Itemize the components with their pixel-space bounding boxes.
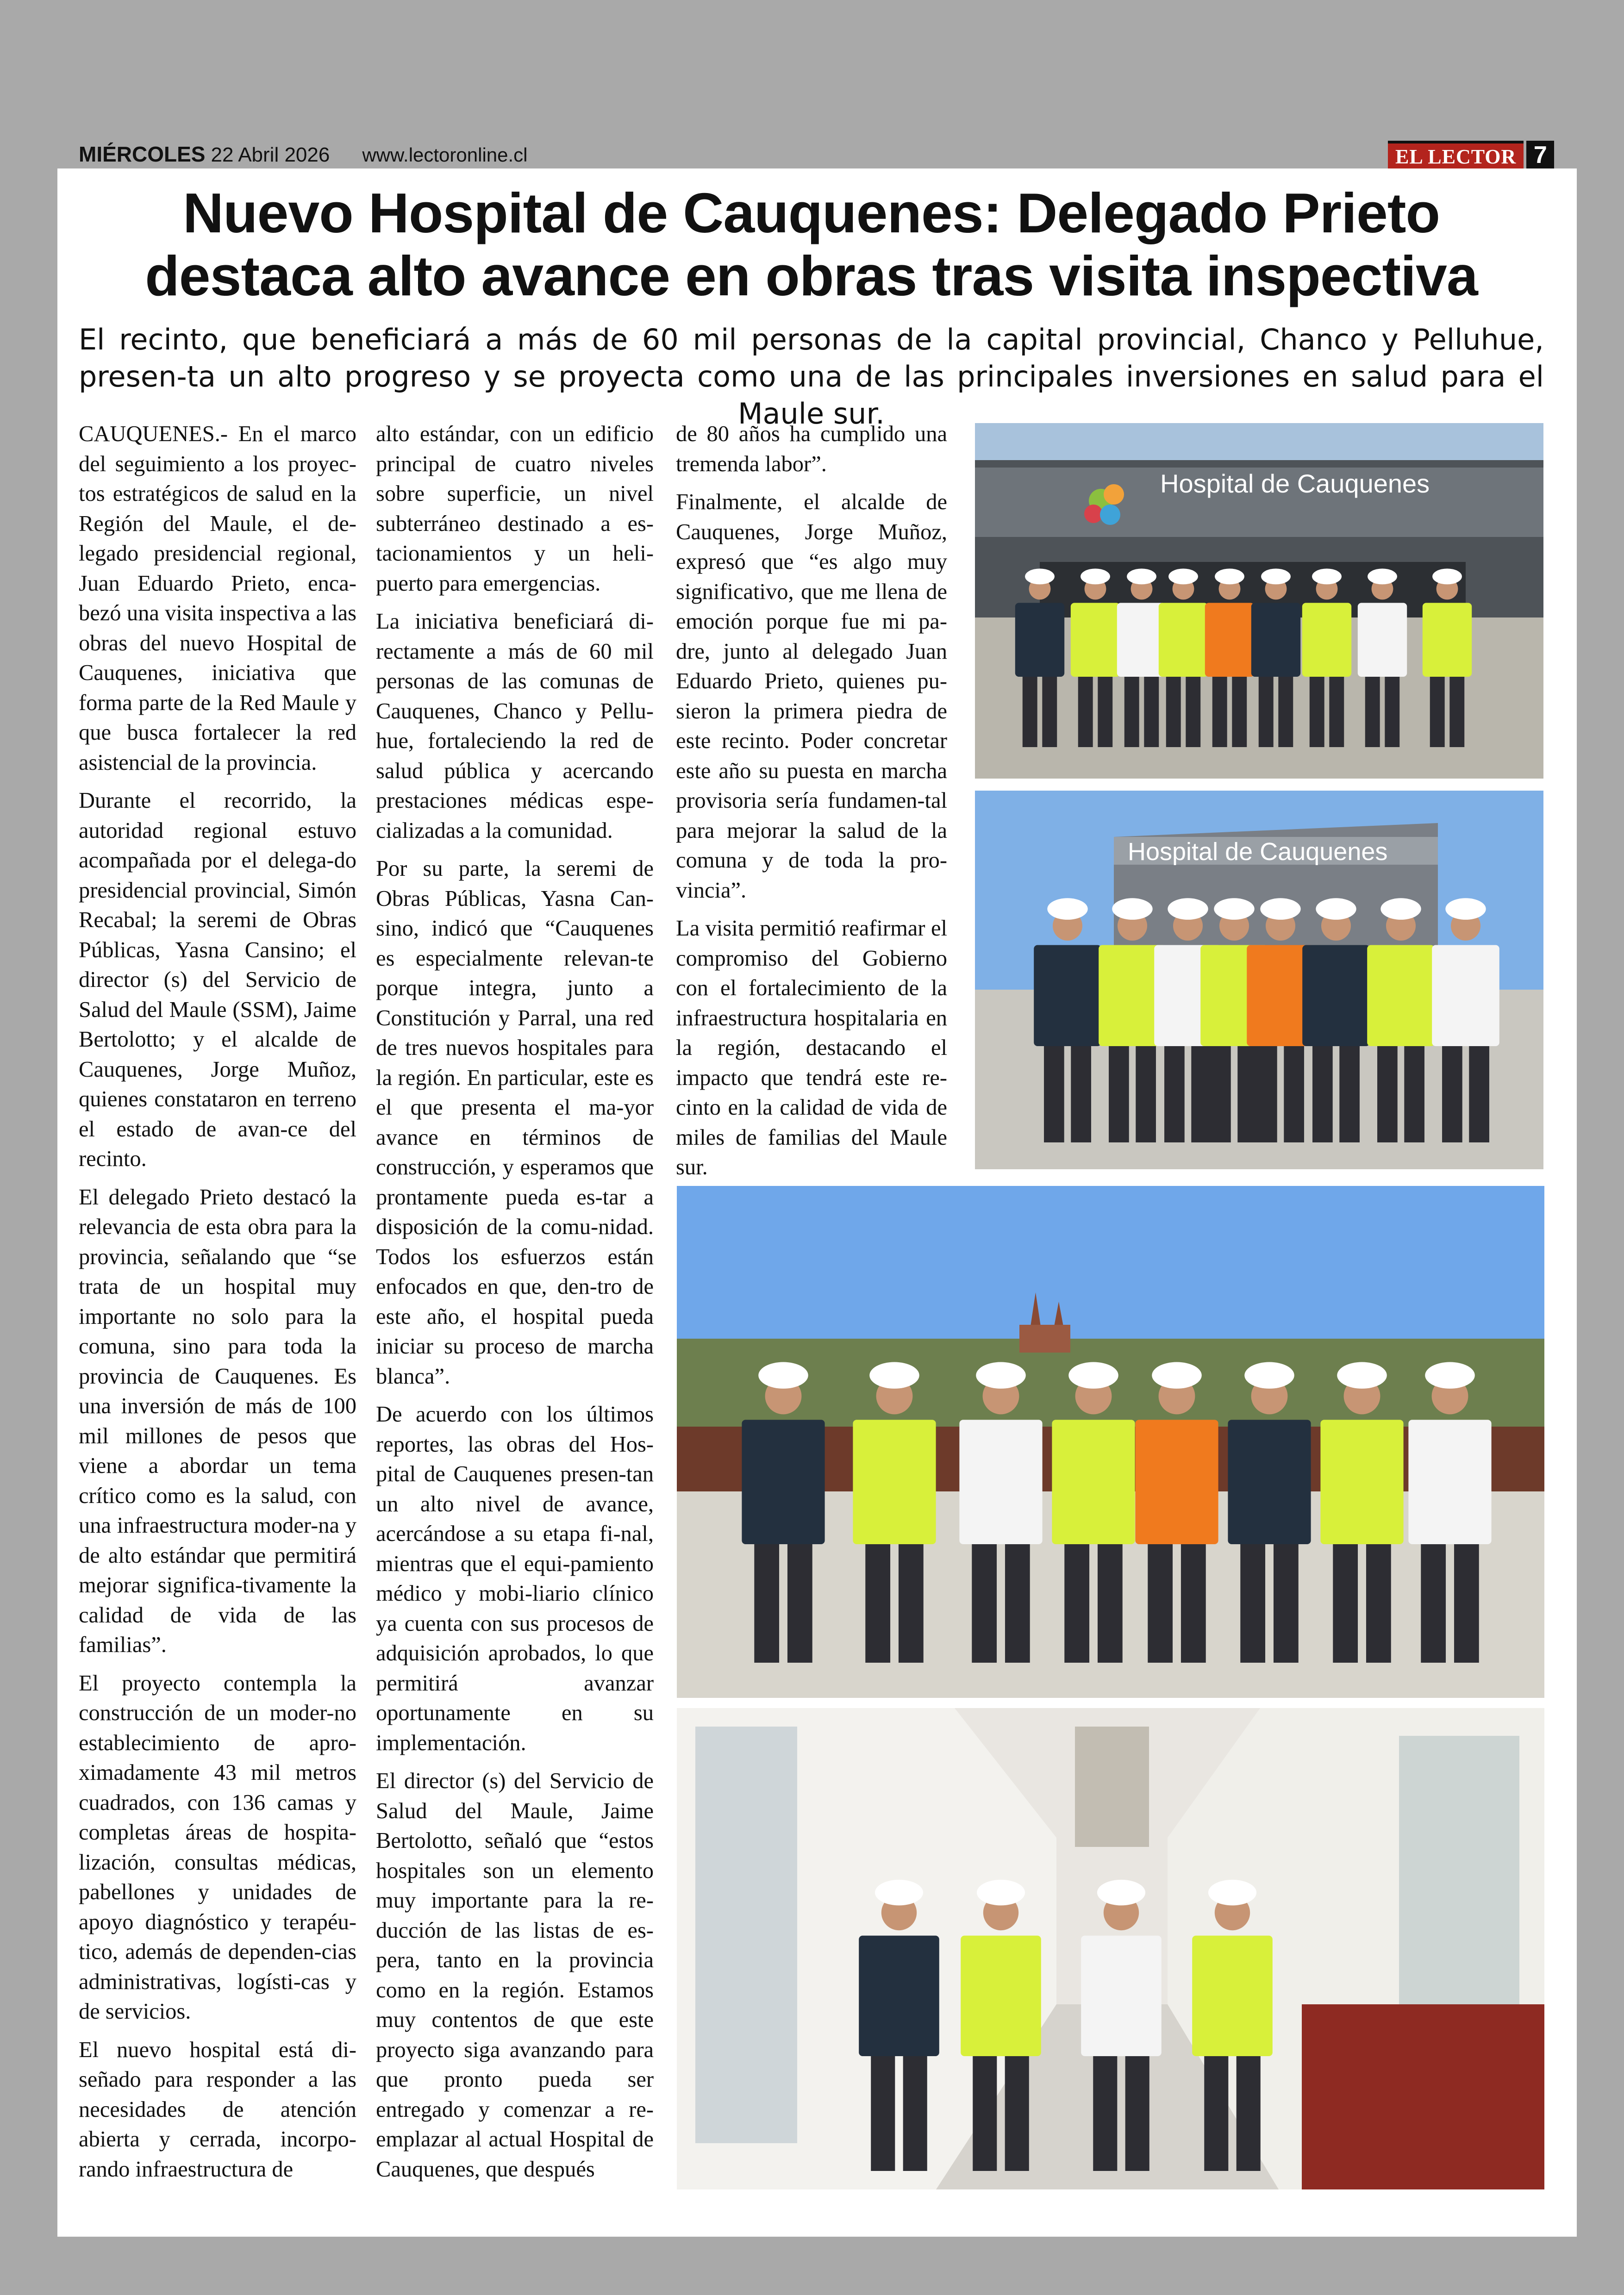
photo-figure-shape [1186, 668, 1200, 747]
photo-figure-shape [1047, 898, 1087, 920]
photo-figure-shape [1181, 1529, 1206, 1663]
photo-figure-shape [1205, 603, 1254, 677]
photo-figure-shape [1191, 1034, 1212, 1142]
photo-figure-shape [1097, 1880, 1145, 1906]
photo-figure-shape [1469, 1034, 1489, 1142]
photo-rooftop-group [975, 791, 1543, 1169]
photo-figure-shape [1425, 1362, 1475, 1389]
photo-figure-shape [1168, 568, 1198, 584]
photo-figure-shape [1404, 1034, 1424, 1142]
photo-figure-shape [1023, 668, 1037, 747]
article-column-3 [676, 419, 947, 1191]
photo-terrace-group [677, 1186, 1544, 1698]
photo-figure-shape [977, 1880, 1025, 1906]
photo-figure-shape [758, 1362, 808, 1389]
paragraph: La iniciativa beneficiará di-rectamente a más de 60 mil personas de las comunas de Cauquenes, Chanco y Pellu-hue, fortaleciendo la red de salud pública y acercando prestaciones médicas espe-cializadas a la comunidad. [376, 609, 654, 843]
photo-figure-shape [959, 1420, 1042, 1544]
photo-hospital-entrance [975, 423, 1543, 779]
photo-figure-shape [1274, 1529, 1299, 1663]
paragraph: La visita permitió reafirmar el compromiso del Gobierno con el fortalecimiento de la infraestructura hospitalaria en la región, destacando el impacto que tendrá este re-cinto en la calidad de vida de miles de familias del Maule sur. [676, 916, 947, 1179]
photo-figure-shape [1430, 668, 1445, 747]
photo-figure-shape [1015, 603, 1064, 677]
paragraph: El nuevo hospital está di-señado para responder a las necesidades de atención abierta y cerrada, incorpo-rando infraestructura de [79, 2037, 356, 2182]
article-headline: Nuevo Hospital de Cauquenes: Delegado Prieto destaca alto avance en obras tras visita inspectiva [145, 181, 1478, 307]
photo-figure-shape [1284, 1034, 1304, 1142]
photo-figure-shape [1445, 898, 1486, 920]
photo-figure-shape [976, 1362, 1026, 1389]
photo-figure-shape [1124, 668, 1139, 747]
paragraph: Por su parte, la seremi de Obras Públicas, Yasna Can-sino, indicó que “Cauquenes es especialmente relevan-te porque integra, junto a Constitución y Parral, una red de tres nuevos hospitales para la región. En particular, este es el que presenta el ma-yor avance en términos de construcción, y esperamos que prontamente pueda es-tar a disposición de la comu-nidad. Todos los esfuerzos están enfocados en que, den-tro de este año, el hospital pueda iniciar su proceso de marcha blanca”. [376, 856, 654, 1389]
photo-figure-shape [972, 1529, 997, 1663]
photo-figure-shape [1148, 1529, 1173, 1663]
photo-figure-shape [1368, 568, 1397, 584]
photo-figure-shape [1005, 1529, 1030, 1663]
photo-figure-shape [1127, 568, 1156, 584]
photo-figure-shape [1044, 1034, 1064, 1142]
photo-figure-shape [1312, 1034, 1333, 1142]
photo-figure-shape [853, 1420, 936, 1544]
photo-figure-shape [1337, 1362, 1387, 1389]
photo-figure-shape [1112, 898, 1152, 920]
header-day: MIÉRCOLES [79, 142, 206, 166]
photo-figure-shape [1260, 898, 1300, 920]
photo-figure-shape [1339, 1034, 1360, 1142]
paragraph: CAUQUENES.- En el marco del seguimiento a los proyec-tos estratégicos de salud en la Región del Maule, el de-legado presidencial regional, Juan Eduardo Prieto, enca-bezó una visita inspectiva a las obras del nuevo Hospital de Cauquenes, iniciativa que forma parte de la Red Maule y que busca fortalecer la red asistencial de la provincia. [79, 422, 356, 775]
photo-figure-shape [742, 1420, 824, 1544]
photo-figure-shape [1144, 668, 1159, 747]
photo-figure-shape [871, 2042, 895, 2171]
photo-figure-shape [1240, 1529, 1265, 1663]
photo-figure-shape [1244, 1362, 1294, 1389]
photo-figure-shape [859, 1936, 939, 2056]
photo-figure-shape [1078, 668, 1093, 747]
photo-figure-shape [1312, 568, 1342, 584]
photo-figure-shape [1034, 945, 1101, 1046]
photo-figure-shape [1064, 1529, 1089, 1663]
photo-figure-shape [1329, 668, 1344, 747]
paragraph: De acuerdo con los últimos reportes, las obras del Hos-pital de Cauquenes presen-tan un alto nivel de avance, acercándose a su etapa fi-nal, mientras que el equi-pamiento médico y mobi-liario clínico ya cuenta con sus procesos de adquisición aprobados, lo que permitirá avanzar oportunamente en su implementación. [376, 1402, 654, 1755]
photo-figure-shape [1071, 1034, 1091, 1142]
photo-figure-shape [1159, 603, 1208, 677]
photo-figure-shape [1071, 603, 1120, 677]
photo-figure-shape [1423, 603, 1472, 677]
photo-figure-shape [1168, 898, 1208, 920]
photo-figure-shape [1366, 1529, 1391, 1663]
photo-figure-shape [1261, 568, 1291, 584]
photo-figure-shape [1152, 1362, 1202, 1389]
photo-figure-shape [1208, 1880, 1256, 1906]
photo-figure-shape [1302, 945, 1370, 1046]
photo-figure-shape [1212, 668, 1227, 747]
photo-figure-shape [1442, 1034, 1462, 1142]
photo-figure-shape [1135, 1420, 1218, 1544]
photo-figure-shape [1333, 1529, 1358, 1663]
photo-figure-shape [1166, 668, 1181, 747]
photo-figure-shape [869, 1362, 919, 1389]
photo-figure-shape [1385, 668, 1399, 747]
photo-figure-shape [1367, 945, 1435, 1046]
photo-figure-shape [1237, 2042, 1261, 2171]
photo-figure-shape [1377, 1034, 1398, 1142]
photo-figure-shape [1454, 1529, 1479, 1663]
header-date: 22 Abril 2026 [211, 143, 330, 166]
photo-figure-shape [903, 2042, 927, 2171]
photo-figure-shape [1421, 1529, 1446, 1663]
photo2-sign-line: Hospital de Cauquenes [1128, 838, 1388, 866]
photo-figure-shape [1237, 1034, 1258, 1142]
photo-figure-shape [1365, 668, 1380, 747]
photo-figure-shape [1432, 945, 1499, 1046]
photo-figure-shape [1042, 668, 1057, 747]
photo-figure-shape [1098, 668, 1112, 747]
photo-figure-shape [1025, 568, 1055, 584]
page-number: 7 [1526, 141, 1554, 169]
photo-figure-shape [1005, 2042, 1029, 2171]
photo-figure-shape [1192, 1936, 1273, 2056]
photo-figure-shape [1316, 898, 1356, 920]
article-deck: El recinto, que beneficiará a más de 60 mil personas de la capital provincial, Chanco y Pelluhue, presen-ta un alto progreso y se proyecta como una de las principales inversiones en salud para el Maule sur. [79, 323, 1544, 430]
newspaper-brand [1388, 141, 1554, 169]
article-column-1 [79, 419, 356, 2193]
photo-figure-shape [1278, 668, 1293, 747]
paragraph: alto estándar, con un edificio principal de cuatro niveles sobre superficie, un nivel subterráneo destinado a es-tacionamientos y un heli-puerto para emergencias. [376, 422, 654, 596]
photo-corridor-walk [677, 1708, 1544, 2189]
paragraph: El proyecto contempla la construcción de un moder-no establecimiento de apro-ximadamente 43 mil metros cuadrados, con 136 camas y completas áreas de hospita-lización, consultas médicas, pabellones y unidades de apoyo diagnóstico y terapéu-tico, además de dependen-cias administrativas, logísti-cas y de servicios. [79, 1671, 356, 2024]
photo-figure-shape [1259, 668, 1274, 747]
article-column-2 [376, 419, 654, 2193]
photo-figure-shape [1093, 2042, 1117, 2171]
photo-figure-shape [1380, 898, 1421, 920]
photo-figure-shape [1211, 1034, 1231, 1142]
photo-figure-shape [1136, 1034, 1156, 1142]
photo-figure-shape [1358, 603, 1407, 677]
photo-figure-shape [1214, 898, 1254, 920]
photo-figure-shape [1081, 568, 1110, 584]
photo-figure-shape [961, 1936, 1041, 2056]
photo-figure-shape [1081, 1936, 1162, 2056]
photo-figure-shape [1215, 568, 1244, 584]
photo-figure-shape [1068, 1362, 1118, 1389]
photo-figure-shape [1125, 2042, 1149, 2171]
paragraph: Durante el recorrido, la autoridad regional estuvo acompañada por el delega-do presidencial provincial, Simón Recabal; la seremi de Obras Públicas, Yasna Cansino; el director (s) del Servicio de Salud del Maule (SSM), Jaime Bertolotto; y el alcalde de Cauquenes, Jorge Muñoz, quienes constataron en terreno el estado de avan-ce del recinto. [79, 788, 356, 1171]
paragraph: de 80 años ha cumplido una tremenda labor”. [676, 422, 947, 476]
photo-figure-shape [1164, 1034, 1185, 1142]
photo-figure-shape [1449, 668, 1464, 747]
photo-figure-shape [1320, 1420, 1403, 1544]
photo-figure-shape [1302, 603, 1351, 677]
photo-figure-shape [1432, 568, 1462, 584]
photo-figure-shape [899, 1529, 924, 1663]
paragraph: El delegado Prieto destacó la relevancia de esta obra para la provincia, señalando que “se trata de un hospital muy importante no solo para la comuna, sino para toda la provincia de Cauquenes. Es una inversión de más de 100 mil millones de pesos que viene a abordar un tema crítico como es la salud, con una infraestructura moder-na y de alto estándar que permitirá mejorar significa-tivamente la calidad de vida de las familias”. [79, 1185, 356, 1657]
photo-figure-shape [1408, 1420, 1491, 1544]
photo-figure-shape [1310, 668, 1324, 747]
paragraph: El director (s) del Servicio de Salud del Maule, Jaime Bertolotto, señaló que “estos hospitales son un elemento muy importante para la re-ducción de las listas de es-pera, tanto en la provincia como en la región. Estamos muy contentos de que este proyecto siga avanzando para que pronto pueda ser entregado y comenzar a re-emplazar al actual Hospital de Cauquenes, que después [376, 1769, 654, 2182]
header-url[interactable]: www.lectoronline.cl [362, 144, 528, 166]
photo-figure-shape [1109, 1034, 1129, 1142]
brand-logo: EL LECTOR [1388, 141, 1524, 169]
photo-figure-shape [1257, 1034, 1277, 1142]
photo-figure-shape [1232, 668, 1247, 747]
paragraph: Finalmente, el alcalde de Cauquenes, Jorge Muñoz, expresó que “es algo muy significativo, que me llena de emoción porque fue mi pa-dre, junto al delegado Juan Eduardo Prieto, quienes pu-sieron la primera piedra de este recinto. Poder concretar este año su puesta en marcha provisoria sería fundamen-tal para mejorar la salud de la comuna y de toda la pro-vincia”. [676, 490, 947, 903]
photo-figure-shape [1204, 2042, 1228, 2171]
photo1-sign-line: Hospital de Cauquenes [1160, 469, 1430, 498]
photo-figure-shape [1052, 1420, 1135, 1544]
photo-figure-shape [787, 1529, 812, 1663]
photo-figure-shape [973, 2042, 997, 2171]
photo-figure-shape [875, 1880, 923, 1906]
photo-figure-shape [1228, 1420, 1311, 1544]
page-header [79, 142, 1544, 169]
photo-figure-shape [865, 1529, 890, 1663]
photo-figure-shape [754, 1529, 779, 1663]
photo-figure-shape [1251, 603, 1300, 677]
photo-figure-shape [1098, 1529, 1123, 1663]
